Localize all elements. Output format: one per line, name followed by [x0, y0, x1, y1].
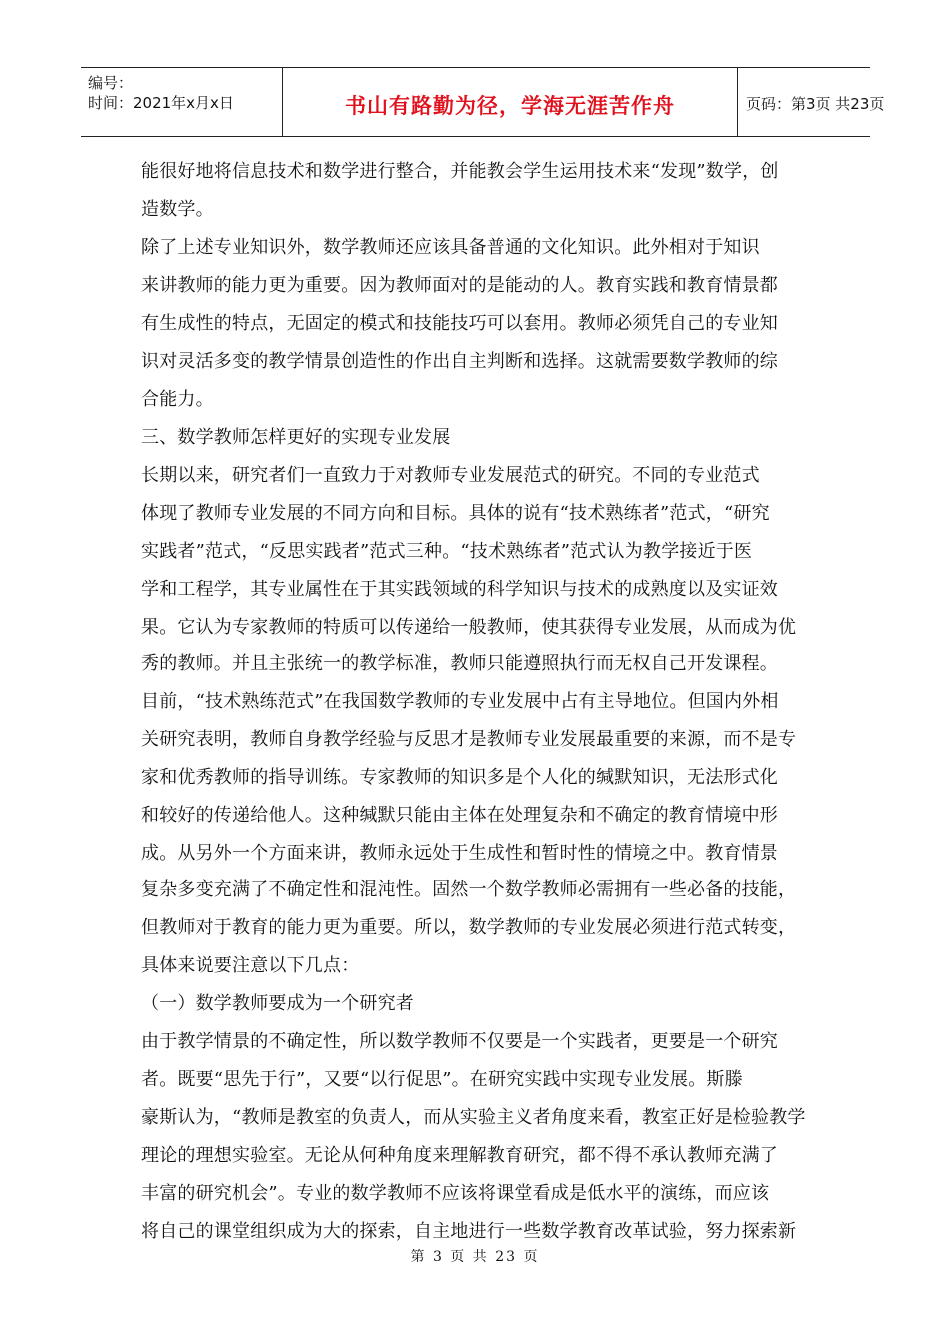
body-line: 理论的理想实验室。无论从何种角度来理解教育研究，都不得不承认教师充满了: [141, 1145, 778, 1166]
body-line: 和较好的传递给他人。这种缄默只能由主体在处理复杂和不确定的教育情境中形: [141, 805, 778, 826]
body-line: 体现了教师专业发展的不同方向和目标。具体的说有“技术熟练者”范式，“研究: [141, 503, 770, 524]
body-line: 成。从另外一个方面来讲，教师永远处于生成性和暂时性的情境之中。教育情景: [141, 843, 778, 864]
header-motto: 书山有路勤为径，学海无涯苦作舟: [345, 94, 675, 118]
body-line: 复杂多变充满了不确定性和混沌性。固然一个数学教师必需拥有一些必备的技能，: [141, 879, 797, 900]
body-line: 有生成性的特点，无固定的模式和技能技巧可以套用。教师必须凭自己的专业知: [141, 313, 778, 334]
document-header: [81, 67, 885, 137]
body-line: 目前，“技术熟练范式”在我国数学教师的专业发展中占有主导地位。但国内外相: [141, 691, 779, 712]
body-line: 具体来说要注意以下几点：: [141, 955, 360, 976]
document-date: 时间：2021年x月x日: [88, 94, 234, 112]
body-line: 关研究表明，教师自身教学经验与反思才是教师专业发展最重要的来源，而不是专: [141, 729, 797, 750]
body-line: 果。它认为专家教师的特质可以传递给一般教师，使其获得专业发展，从而成为优: [141, 617, 797, 638]
body-line: （一）数学教师要成为一个研究者: [141, 993, 414, 1014]
page-footer: 第 3 页 共 23 页: [410, 1249, 540, 1265]
body-line: 长期以来，研究者们一直致力于对教师专业发展范式的研究。不同的专业范式: [141, 465, 760, 486]
body-line: 豪斯认为，“教师是教室的负责人，而从实验主义者角度来看，教室正好是检验教学: [141, 1107, 806, 1128]
body-line: 将自己的课堂组织成为大的探索，自主地进行一些数学教育改革试验，努力探索新: [141, 1221, 797, 1242]
body-line: 能很好地将信息技术和数学进行整合，并能教会学生运用技术来“发现”数学，创: [141, 161, 779, 182]
header-info-cell: [81, 68, 283, 136]
body-line: 但教师对于教育的能力更为重要。所以，数学教师的专业发展必须进行范式转变，: [141, 917, 797, 938]
body-line: 合能力。: [141, 389, 214, 410]
body-line: 丰富的研究机会”。专业的数学教师不应该将课堂看成是低水平的演练，而应该: [141, 1183, 770, 1204]
body-line: 由于教学情景的不确定性，所以数学教师不仅要是一个实践者，更要是一个研究: [141, 1031, 778, 1052]
body-line: 三、数学教师怎样更好的实现专业发展: [141, 427, 451, 448]
body-line: 实践者”范式，“反思实践者”范式三种。“技术熟练者”范式认为教学接近于医: [141, 541, 753, 562]
header-page-cell: [738, 68, 885, 136]
body-line: 秀的教师。并且主张统一的教学标准，教师只能遵照执行而无权自己开发课程。: [141, 653, 778, 674]
header-motto-cell: [283, 68, 738, 136]
body-line: 造数学。: [141, 199, 214, 220]
body-line: 识对灵活多变的教学情景创造性的作出自主判断和选择。这就需要数学教师的综: [141, 351, 778, 372]
body-line: 学和工程学，其专业属性在于其实践领域的科学知识与技术的成熟度以及实证效: [141, 579, 778, 600]
header-page-code: 页码：第3页 共23页: [746, 95, 885, 113]
body-line: 者。既要“思先于行”，又要“以行促思”。在研究实践中实现专业发展。斯滕: [141, 1069, 743, 1090]
document-number-label: 编号：: [88, 74, 134, 92]
body-line: 除了上述专业知识外，数学教师还应该具备普通的文化知识。此外相对于知识: [141, 237, 760, 258]
body-line: 来讲教师的能力更为重要。因为教师面对的是能动的人。教育实践和教育情景都: [141, 275, 778, 296]
body-line: 家和优秀教师的指导训练。专家教师的知识多是个人化的缄默知识，无法形式化: [141, 767, 778, 788]
